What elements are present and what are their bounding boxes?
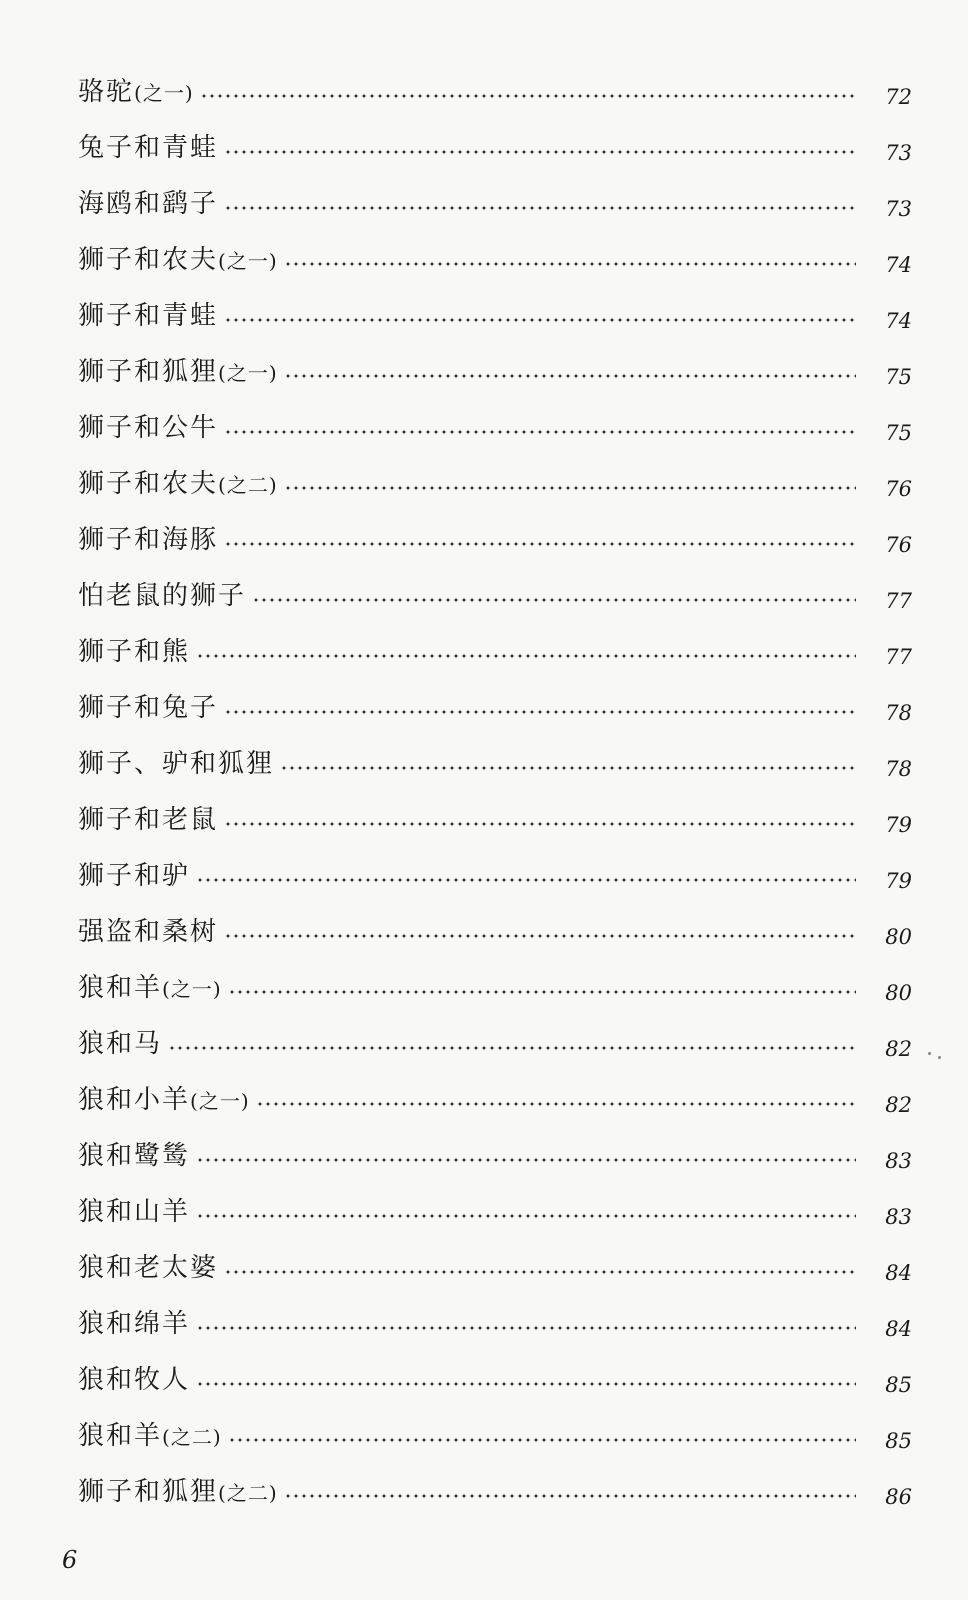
toc-entry-title	[78, 1031, 168, 1057]
toc-entry-suffix: (之二)	[218, 1481, 278, 1505]
toc-entry-title-text: 狮子和狐狸	[78, 1477, 219, 1507]
toc-entry	[78, 1128, 912, 1184]
scan-speck	[938, 1056, 941, 1059]
toc-entry	[78, 1016, 912, 1072]
dot-leader	[224, 821, 856, 827]
toc-entry-page: 76	[885, 477, 912, 501]
toc-entry-title	[78, 639, 196, 665]
dot-leader	[168, 1045, 856, 1051]
toc-entry	[78, 568, 912, 624]
toc-entry-title-text: 狼和牧人	[78, 1365, 191, 1395]
toc-entry	[78, 64, 912, 120]
toc-entry	[78, 1464, 912, 1520]
toc-entry-title	[78, 471, 284, 497]
toc-entry	[78, 288, 912, 344]
toc-entry-title-text: 狮子和农夫	[78, 469, 219, 499]
toc-entry-page: 79	[885, 813, 912, 837]
toc-entry-title	[78, 1367, 196, 1393]
toc-entry-title-text: 狮子和兔子	[78, 693, 219, 723]
toc-entry-page: 78	[885, 757, 912, 781]
toc-entry	[78, 904, 912, 960]
dot-leader	[224, 933, 856, 939]
toc-entry-title-text: 狮子和驴	[78, 861, 191, 891]
toc-entry-title-text: 兔子和青蛙	[78, 133, 219, 163]
page-number: 6	[62, 1546, 78, 1574]
toc-entry	[78, 680, 912, 736]
toc-entry-title-text: 狮子和海豚	[78, 525, 219, 555]
toc-entry	[78, 232, 912, 288]
toc-entry-title-text: 狮子和青蛙	[78, 301, 219, 331]
dot-leader	[256, 1101, 856, 1107]
toc-entry-suffix: (之二)	[162, 1425, 222, 1449]
toc-entry-page: 72	[885, 85, 912, 109]
toc-entry-title	[78, 247, 284, 273]
toc-entry-page: 84	[885, 1261, 912, 1285]
toc-entry-title	[78, 1311, 196, 1337]
toc-entry-page: 74	[885, 253, 912, 277]
toc-entry-page: 82	[885, 1093, 912, 1117]
toc-entry-title	[78, 695, 224, 721]
toc-entry-page: 78	[885, 701, 912, 725]
toc-entry-title	[78, 583, 252, 609]
dot-leader	[224, 429, 856, 435]
toc-entry-title-text: 狮子和熊	[78, 637, 191, 667]
toc-entry	[78, 736, 912, 792]
toc-entry-page: 84	[885, 1317, 912, 1341]
dot-leader	[224, 317, 856, 323]
toc-entry-title-text: 狼和羊	[78, 1421, 163, 1451]
dot-leader	[228, 1437, 856, 1443]
toc-entry-suffix: (之一)	[134, 81, 194, 105]
toc-entry-title	[78, 1479, 284, 1505]
dot-leader	[196, 1381, 856, 1387]
toc-entry-page: 74	[885, 309, 912, 333]
toc-entry-title-text: 狮子和老鼠	[78, 805, 219, 835]
toc-entry-title	[78, 415, 224, 441]
toc-entry-title-text: 强盗和桑树	[78, 917, 219, 947]
toc-entry-page: 77	[885, 589, 912, 613]
toc-entry-title-text: 海鸥和鹞子	[78, 189, 219, 219]
toc-entry-title	[78, 191, 224, 217]
toc-entry-page: 82	[885, 1037, 912, 1061]
toc-entry-title-text: 狼和绵羊	[78, 1309, 191, 1339]
toc-entry-title-text: 怕老鼠的狮子	[78, 581, 247, 611]
toc-entry-title-text: 狼和鹭鸶	[78, 1141, 191, 1171]
toc-entry-title	[78, 1423, 228, 1449]
toc-entry-title-text: 狮子和公牛	[78, 413, 219, 443]
toc-entry-page: 85	[885, 1429, 912, 1453]
toc-entry	[78, 176, 912, 232]
toc-entry-page: 86	[885, 1485, 912, 1509]
toc-entry	[78, 1240, 912, 1296]
toc-entry	[78, 120, 912, 176]
dot-leader	[196, 1213, 856, 1219]
toc-entry-title	[78, 527, 224, 553]
toc-entry-page: 73	[885, 141, 912, 165]
dot-leader	[228, 989, 856, 995]
toc-entry-page: 83	[885, 1149, 912, 1173]
dot-leader	[284, 485, 856, 491]
toc-entry	[78, 456, 912, 512]
toc-entry-title-text: 狼和老太婆	[78, 1253, 219, 1283]
toc-entry-title	[78, 975, 228, 1001]
toc-entry-page: 83	[885, 1205, 912, 1229]
toc-entry-page: 75	[885, 421, 912, 445]
toc-entry-suffix: (之一)	[218, 361, 278, 385]
toc-entry-title	[78, 863, 196, 889]
toc-entry	[78, 848, 912, 904]
toc-entry	[78, 512, 912, 568]
dot-leader	[200, 93, 856, 99]
toc-entry-page: 75	[885, 365, 912, 389]
toc-entry-title-text: 狮子、驴和狐狸	[78, 749, 275, 779]
dot-leader	[196, 1157, 856, 1163]
toc-entry	[78, 1296, 912, 1352]
toc-entry-title	[78, 1255, 224, 1281]
toc-entry	[78, 792, 912, 848]
dot-leader	[284, 373, 856, 379]
toc-entry-page: 76	[885, 533, 912, 557]
toc-entry-title	[78, 751, 280, 777]
toc-entry-suffix: (之一)	[190, 1089, 250, 1113]
toc-entry-suffix: (之二)	[218, 473, 278, 497]
toc-entry-title-text: 骆驼	[78, 77, 135, 107]
toc-entry-title-text: 狼和羊	[78, 973, 163, 1003]
dot-leader	[224, 205, 856, 211]
toc-entry-page: 80	[885, 981, 912, 1005]
dot-leader	[224, 709, 856, 715]
toc-entry	[78, 1184, 912, 1240]
toc-entry-title	[78, 1143, 196, 1169]
toc-entry-page: 85	[885, 1373, 912, 1397]
dot-leader	[196, 653, 856, 659]
toc-entry-page: 79	[885, 869, 912, 893]
toc-entry-page: 73	[885, 197, 912, 221]
toc-entry-title	[78, 135, 224, 161]
toc-entry	[78, 624, 912, 680]
toc-entry-suffix: (之一)	[218, 249, 278, 273]
toc-entry-title	[78, 807, 224, 833]
toc-entry-title	[78, 79, 200, 105]
toc-entry-page: 77	[885, 645, 912, 669]
scan-speck	[928, 1052, 931, 1055]
toc-entry-title-text: 狮子和农夫	[78, 245, 219, 275]
toc-entry	[78, 344, 912, 400]
toc-entry	[78, 1408, 912, 1464]
dot-leader	[284, 261, 856, 267]
dot-leader	[252, 597, 856, 603]
dot-leader	[224, 149, 856, 155]
toc-entry-title-text: 狮子和狐狸	[78, 357, 219, 387]
dot-leader	[280, 765, 856, 771]
dot-leader	[196, 1325, 856, 1331]
toc-entry-title-text: 狼和马	[78, 1029, 163, 1059]
dot-leader	[284, 1493, 856, 1499]
dot-leader	[196, 877, 856, 883]
toc-entry-title-text: 狼和小羊	[78, 1085, 191, 1115]
toc-entry-title-text: 狼和山羊	[78, 1197, 191, 1227]
toc-entry	[78, 1072, 912, 1128]
toc-entry-page: 80	[885, 925, 912, 949]
toc-entry-title	[78, 303, 224, 329]
dot-leader	[224, 541, 856, 547]
toc-entry	[78, 1352, 912, 1408]
toc-entry-title	[78, 1199, 196, 1225]
toc-entry-suffix: (之一)	[162, 977, 222, 1001]
dot-leader	[224, 1269, 856, 1275]
toc-entry-title	[78, 1087, 256, 1113]
toc-entry	[78, 400, 912, 456]
toc-entry-title	[78, 919, 224, 945]
toc-entry	[78, 960, 912, 1016]
toc-entry-title	[78, 359, 284, 385]
table-of-contents	[78, 64, 912, 1520]
